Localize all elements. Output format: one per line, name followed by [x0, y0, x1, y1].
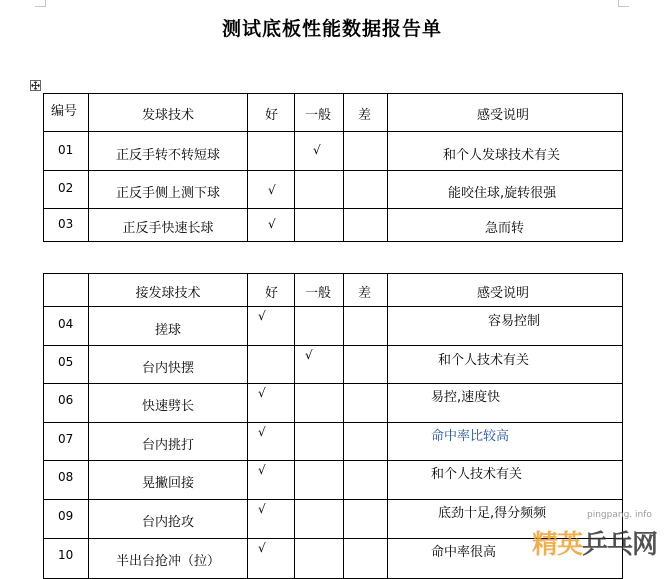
good-check: √: [258, 425, 266, 439]
average-check: √: [313, 143, 321, 157]
header-good: 好: [265, 108, 279, 123]
header-average: 一般: [305, 108, 332, 123]
row-technique: 晃撇回接: [141, 476, 194, 491]
good-check: √: [258, 386, 266, 400]
row-technique: 搓球: [154, 323, 181, 338]
table-row: [44, 307, 623, 346]
row-feeling: 命中率很高: [431, 545, 497, 560]
row-number: 01: [58, 143, 74, 157]
header-cell: [295, 94, 344, 132]
table-row: [44, 209, 623, 242]
row-technique: 正反手转不转短球: [115, 148, 220, 163]
good-check: √: [258, 502, 266, 516]
header-number: 编号: [51, 104, 78, 119]
watermark-url: pingpang. info: [587, 510, 652, 520]
row-number: 08: [58, 470, 74, 484]
header-cell: [89, 94, 248, 132]
header-cell: [344, 94, 388, 132]
row-feeling: 易控,速度快: [431, 390, 501, 405]
table-move-handle-icon[interactable]: [30, 80, 41, 91]
row-number: 04: [58, 317, 74, 331]
row-technique: 快速劈长: [141, 399, 194, 414]
table-row: [44, 423, 623, 461]
header-poor: 差: [358, 286, 372, 301]
page-corner-mark-left: [35, 0, 46, 7]
row-number: 10: [58, 548, 74, 562]
row-number: 07: [58, 432, 74, 446]
row-feeling: 命中率比较高: [431, 429, 510, 444]
header-cell: [295, 274, 344, 307]
table-row: [44, 132, 623, 171]
row-feeling: 急而转: [485, 221, 525, 236]
watermark-logo: [532, 524, 657, 561]
row-feeling: 底劲十足,得分频频: [438, 506, 547, 521]
row-number: 03: [58, 217, 74, 231]
row-number: 05: [58, 355, 74, 369]
row-number: 06: [58, 393, 74, 407]
table-header-row: [44, 94, 623, 132]
row-technique: 台内快摆: [141, 361, 194, 376]
table-row: [44, 461, 623, 500]
table-row: [44, 384, 623, 423]
header-cell: [344, 274, 388, 307]
site-watermark: [532, 510, 664, 576]
header-cell: [388, 94, 623, 132]
header-feeling: 感受说明: [477, 286, 530, 301]
page-corner-mark-right: [618, 0, 629, 7]
good-check: √: [258, 463, 266, 477]
good-check: √: [258, 309, 266, 323]
row-number: 02: [58, 181, 74, 195]
watermark-logo-part1: 精英: [532, 530, 583, 560]
header-technique: 接发球技术: [135, 286, 201, 301]
header-cell: [89, 274, 248, 307]
row-technique: 半出台抢冲（拉）: [115, 554, 220, 569]
header-cell: [44, 274, 89, 307]
header-average: 一般: [305, 286, 332, 301]
row-technique: 台内挑打: [141, 438, 194, 453]
table-header-row: [44, 274, 623, 307]
good-check: √: [268, 183, 276, 197]
row-technique: 正反手快速长球: [122, 221, 214, 236]
row-feeling: 和个人发球技术有关: [443, 148, 561, 163]
header-cell: [388, 274, 623, 307]
row-feeling: 和个人技术有关: [431, 467, 523, 482]
header-cell: [44, 94, 89, 132]
row-feeling: 和个人技术有关: [438, 353, 530, 368]
header-good: 好: [265, 286, 279, 301]
header-cell: [248, 274, 295, 307]
good-check: √: [268, 217, 276, 231]
header-cell: [248, 94, 295, 132]
watermark-logo-part2: 乒乓网: [582, 530, 658, 560]
good-check: √: [258, 541, 266, 555]
row-technique: 台内抢攻: [141, 515, 194, 530]
average-check: √: [305, 348, 313, 362]
document-title: 测试底板性能数据报告单: [221, 18, 442, 40]
row-feeling: 能咬住球,旋转很强: [448, 186, 557, 201]
header-poor: 差: [358, 108, 372, 123]
row-number: 09: [58, 509, 74, 523]
header-technique: 发球技术: [141, 108, 194, 123]
serve-technique-table: [43, 93, 623, 242]
header-feeling: 感受说明: [477, 108, 530, 123]
table-row: [44, 346, 623, 384]
row-technique: 正反手侧上测下球: [115, 186, 220, 201]
table-row: [44, 171, 623, 209]
row-feeling: 容易控制: [488, 314, 541, 329]
